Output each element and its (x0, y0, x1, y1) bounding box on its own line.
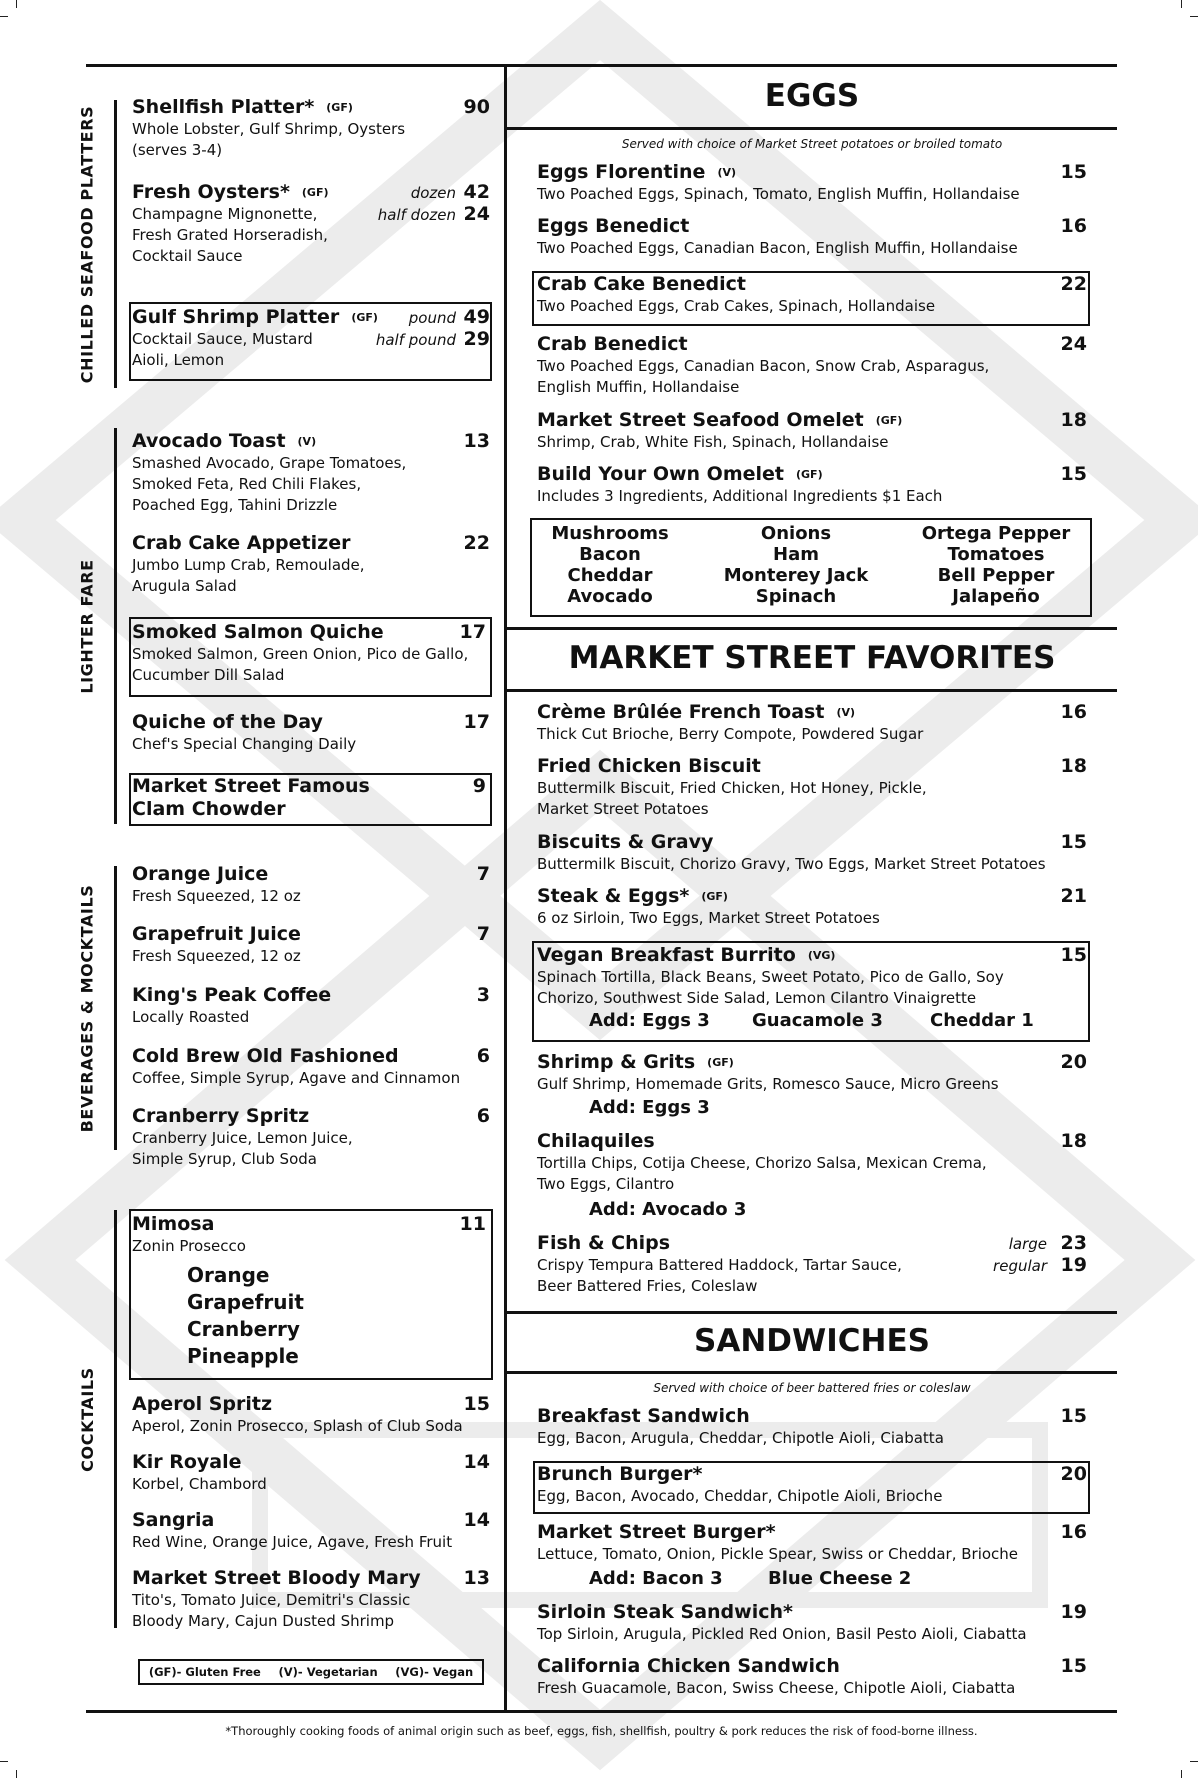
menu-item: Smoked Salmon Quiche 17 Smoked Salmon, Green Onion, Pico de Gallo, Cucumber Dill Salad (132, 621, 486, 684)
crop-mark (0, 1761, 8, 1762)
addon: Cheddar 1 (930, 1010, 1034, 1031)
crop-mark (1181, 0, 1182, 8)
ingredient-column: Ortega Pepper Tomatoes Bell Pepper Jalapeño (921, 523, 1071, 607)
addon: Add: Avocado 3 (589, 1199, 747, 1220)
menu-item: Shellfish Platter* (GF) 90 Whole Lobster, Gulf Shrimp, Oysters (serves 3-4) (132, 96, 490, 159)
menu-item: Sirloin Steak Sandwich* 19 Top Sirloin, Arugula, Pickled Red Onion, Basil Pesto Aioli, Ciabatta (537, 1601, 1087, 1643)
menu-item: Market Street Famous Clam Chowder 9 (132, 775, 486, 820)
section-label-beverages: BEVERAGES & MOCKTAILS (77, 884, 97, 1132)
menu-item: Shrimp & Grits (GF) 20 Gulf Shrimp, Homemade Grits, Romesco Sauce, Micro Greens (537, 1051, 1087, 1093)
menu-item: Crab Benedict 24 Two Poached Eggs, Canadian Bacon, Snow Crab, Asparagus, English Muffin, Hollandaise (537, 333, 1087, 396)
section-bar (114, 100, 117, 388)
column-divider (504, 64, 507, 1712)
ingredient-column: Mushrooms Bacon Cheddar Avocado (551, 523, 669, 607)
menu-item: Breakfast Sandwich 15 Egg, Bacon, Arugula, Cheddar, Chipotle Aioli, Ciabatta (537, 1405, 1087, 1447)
menu-item: Market Street Seafood Omelet (GF) 18 Shrimp, Crab, White Fish, Spinach, Hollandaise (537, 409, 1087, 451)
addon: Add: Eggs 3 (589, 1010, 710, 1031)
menu-item: Crab Cake Appetizer 22 Jumbo Lump Crab, Remoulade, Arugula Salad (132, 532, 490, 595)
crop-mark (1181, 1770, 1182, 1778)
menu-item: Orange Juice 7 Fresh Squeezed, 12 oz (132, 863, 490, 905)
section-heading-eggs: EGGS (764, 78, 860, 114)
menu-item: Avocado Toast (V) 13 Smashed Avocado, Grape Tomatoes, Smoked Feta, Red Chili Flakes, Poached Egg, Tahini Drizzle (132, 430, 490, 514)
menu-item: Aperol Spritz 15 Aperol, Zonin Prosecco, Splash of Club Soda (132, 1393, 490, 1435)
addon: Blue Cheese 2 (768, 1568, 912, 1589)
section-note: Served with choice of beer battered fries or coleslaw (653, 1381, 971, 1395)
menu-item: Fresh Oysters* (GF) dozen 42 half dozen 24 Champagne Mignonette, Fresh Grated Horseradish, Cocktail Sauce (132, 181, 490, 265)
menu-item: Quiche of the Day 17 Chef's Special Changing Daily (132, 711, 490, 753)
section-rule (507, 1371, 1117, 1374)
menu-item: Brunch Burger* 20 Egg, Bacon, Avocado, Cheddar, Chipotle Aioli, Brioche (537, 1463, 1087, 1505)
addon: Add: Bacon 3 (589, 1568, 723, 1589)
section-bar (114, 428, 117, 824)
menu-item: Market Street Bloody Mary 13 Tito's, Tomato Juice, Demitri's Classic Bloody Mary, Cajun Dusted Shrimp (132, 1567, 490, 1630)
menu-item: Vegan Breakfast Burrito (VG) 15 Spinach Tortilla, Black Beans, Sweet Potato, Pico de Gallo, Soy Chorizo, Southwest Side Salad, Lemon Cilantro Vinaigrette (537, 944, 1087, 1007)
section-heading-sandwiches: SANDWICHES (694, 1323, 930, 1359)
crop-mark (1190, 16, 1198, 17)
menu-item: Market Street Burger* 16 Lettuce, Tomato, Onion, Pickle Spear, Swiss or Cheddar, Brioche (537, 1521, 1087, 1563)
menu-item: Eggs Benedict 16 Two Poached Eggs, Canadian Bacon, English Muffin, Hollandaise (537, 215, 1087, 257)
crop-mark (16, 0, 17, 8)
menu-item: Mimosa 11 Zonin Prosecco (132, 1213, 486, 1255)
menu-item: California Chicken Sandwich 15 Fresh Guacamole, Bacon, Swiss Cheese, Chipotle Aioli, Ciabatta (537, 1655, 1087, 1697)
menu-item: Cold Brew Old Fashioned 6 Coffee, Simple Syrup, Agave and Cinnamon (132, 1045, 490, 1087)
menu-item: Fried Chicken Biscuit 18 Buttermilk Biscuit, Fried Chicken, Hot Honey, Pickle, Market Street Potatoes (537, 755, 1087, 818)
menu-item: Fish & Chips large 23 regular 19 Crispy Tempura Battered Haddock, Tartar Sauce, Beer Battered Fries, Coleslaw (537, 1232, 1087, 1295)
top-rule (86, 64, 1117, 67)
section-label-cocktails: COCKTAILS (77, 1366, 97, 1472)
menu-item: Crab Cake Benedict 22 Two Poached Eggs, Crab Cakes, Spinach, Hollandaise (537, 273, 1087, 315)
menu-item: Steak & Eggs* (GF) 21 6 oz Sirloin, Two Eggs, Market Street Potatoes (537, 885, 1087, 927)
menu-item: Sangria 14 Red Wine, Orange Juice, Agave, Fresh Fruit (132, 1509, 490, 1551)
menu-item: Gulf Shrimp Platter (GF) pound 49 half pound 29 Cocktail Sauce, Mustard Aioli, Lemon (132, 306, 490, 369)
crop-mark (1190, 1761, 1198, 1762)
menu-item: Eggs Florentine (V) 15 Two Poached Eggs, Spinach, Tomato, English Muffin, Hollandaise (537, 161, 1087, 203)
section-note: Served with choice of Market Street potatoes or broiled tomato (621, 137, 1003, 151)
section-label-lighter: LIGHTER FARE (77, 558, 97, 694)
section-rule (507, 627, 1117, 630)
menu-item: Build Your Own Omelet (GF) 15 Includes 3 Ingredients, Additional Ingredients $1 Each (537, 463, 1087, 505)
section-bar (114, 1210, 117, 1628)
dietary-legend: (GF)- Gluten Free (V)- Vegetarian (VG)- Vegan (138, 1659, 484, 1685)
ingredient-column: Onions Ham Monterey Jack Spinach (723, 523, 869, 607)
menu-item: King's Peak Coffee 3 Locally Roasted (132, 984, 490, 1026)
menu-item: Crème Brûlée French Toast (V) 16 Thick Cut Brioche, Berry Compote, Powdered Sugar (537, 701, 1087, 743)
mimosa-flavors: Orange Grapefruit Cranberry Pineapple (187, 1263, 304, 1368)
menu-item: Cranberry Spritz 6 Cranberry Juice, Lemon Juice, Simple Syrup, Club Soda (132, 1105, 490, 1168)
addon: Add: Eggs 3 (589, 1097, 710, 1118)
bottom-rule (86, 1710, 1117, 1713)
menu-item: Kir Royale 14 Korbel, Chambord (132, 1451, 490, 1493)
menu-item: Chilaquiles 18 Tortilla Chips, Cotija Cheese, Chorizo Salsa, Mexican Crema, Two Eggs, Cilantro (537, 1130, 1087, 1193)
section-rule (507, 127, 1117, 130)
section-label-chilled: CHILLED SEAFOOD PLATTERS (77, 105, 97, 383)
section-rule (507, 1311, 1117, 1314)
section-rule (507, 689, 1117, 692)
section-bar (114, 866, 117, 1150)
menu-item: Grapefruit Juice 7 Fresh Squeezed, 12 oz (132, 923, 490, 965)
section-heading-favorites: MARKET STREET FAVORITES (568, 640, 1056, 676)
food-safety-disclaimer: *Thoroughly cooking foods of animal origin such as beef, eggs, fish, shellfish, poultry & pork reduces the risk of food-borne illness. (225, 1724, 978, 1738)
crop-mark (0, 16, 8, 17)
crop-mark (16, 1770, 17, 1778)
menu-item: Biscuits & Gravy 15 Buttermilk Biscuit, Chorizo Gravy, Two Eggs, Market Street Potatoes (537, 831, 1087, 873)
addon: Guacamole 3 (752, 1010, 883, 1031)
